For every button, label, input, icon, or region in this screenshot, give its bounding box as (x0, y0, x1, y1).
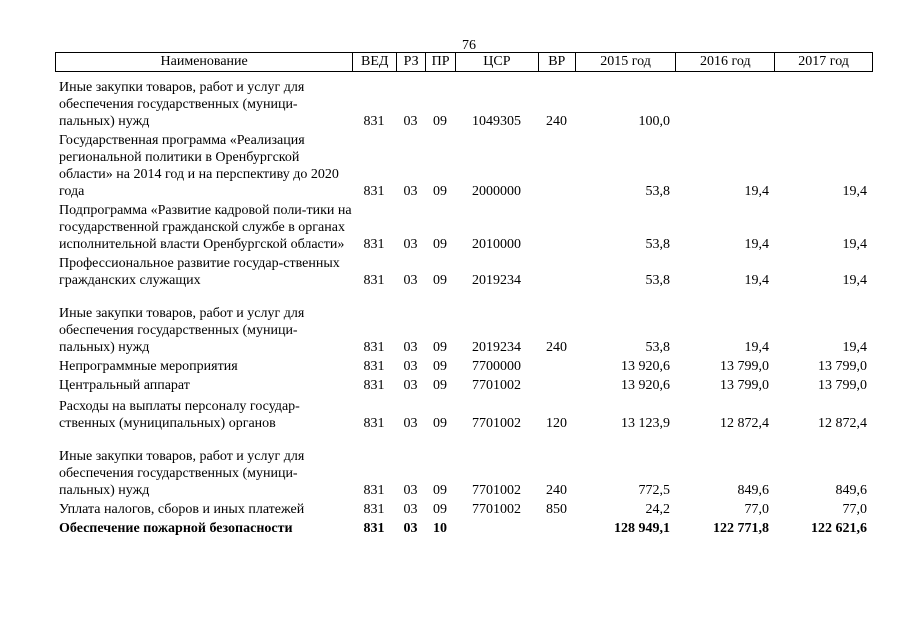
cell-rz: 03 (403, 237, 418, 252)
cell-pr: 09 (433, 184, 447, 199)
header-2016: 2016 год (675, 53, 774, 71)
cell-y2017: 12 872,4 (818, 416, 867, 431)
cell-y2016: 13 799,0 (720, 359, 769, 374)
table-row (55, 398, 873, 432)
header-2015: 2015 год (575, 53, 676, 71)
cell-ved: 831 (363, 273, 385, 288)
cell-ved: 831 (363, 378, 385, 393)
cell-pr: 09 (433, 416, 447, 431)
cell-y2017: 19,4 (842, 273, 867, 288)
cell-ved: 831 (363, 237, 385, 252)
cell-csr: 2000000 (472, 184, 521, 199)
header-csr: ЦСР (455, 53, 538, 71)
header-ved: ВЕД (352, 53, 396, 71)
table-row (55, 202, 873, 253)
cell-csr: 1049305 (472, 114, 521, 129)
cell-rz: 03 (403, 502, 418, 517)
cell-y2016: 19,4 (744, 237, 769, 252)
header-pr: ПР (425, 53, 455, 71)
cell-name: Иные закупки товаров, работ и услуг для обеспечения государственных (муници-пальных) нужд (59, 306, 305, 355)
cell-rz: 03 (403, 184, 418, 199)
cell-y2016: 849,6 (737, 483, 769, 498)
cell-csr: 7701002 (472, 416, 521, 431)
table-row (55, 501, 873, 518)
table-row (55, 520, 873, 537)
cell-y2016: 77,0 (744, 502, 769, 517)
cell-pr: 09 (433, 273, 447, 288)
cell-y2017: 849,6 (835, 483, 867, 498)
cell-vr: 240 (546, 483, 567, 498)
cell-pr: 09 (433, 502, 447, 517)
header-2017: 2017 год (774, 53, 872, 71)
cell-name: Подпрограмма «Развитие кадровой поли-тики на государственной гражданской службе в органах исполнительной власти Оренбургской области» (59, 203, 352, 252)
cell-y2016: 13 799,0 (720, 378, 769, 393)
cell-y2015: 13 123,9 (621, 416, 670, 431)
cell-rz: 03 (403, 416, 418, 431)
cell-name: Профессиональное развитие государ-ственных гражданских служащих (59, 256, 340, 288)
cell-ved: 831 (363, 416, 385, 431)
cell-pr: 09 (433, 378, 447, 393)
cell-rz: 03 (403, 273, 418, 288)
table-row (55, 448, 873, 499)
cell-csr: 7701002 (472, 483, 521, 498)
table-row (55, 255, 873, 289)
page-number: 76 (462, 38, 476, 53)
cell-y2017: 77,0 (842, 502, 867, 517)
cell-name: Непрограммные мероприятия (59, 359, 238, 374)
cell-csr: 2019234 (472, 273, 521, 288)
cell-y2015: 100,0 (638, 114, 670, 129)
cell-ved: 831 (363, 483, 385, 498)
cell-ved: 831 (363, 184, 385, 199)
cell-pr: 09 (433, 483, 447, 498)
cell-y2017: 122 621,6 (811, 521, 867, 536)
cell-y2015: 128 949,1 (614, 521, 670, 536)
cell-ved: 831 (363, 502, 385, 517)
cell-vr: 240 (546, 114, 567, 129)
cell-csr: 7701002 (472, 378, 521, 393)
cell-y2016: 19,4 (744, 273, 769, 288)
cell-vr: 850 (546, 502, 567, 517)
cell-name: Расходы на выплаты персоналу государ-ственных (муниципальных) органов (59, 399, 300, 431)
cell-pr: 10 (433, 521, 447, 536)
table-row (55, 132, 873, 200)
cell-csr: 2010000 (472, 237, 521, 252)
cell-pr: 09 (433, 237, 447, 252)
cell-y2015: 53,8 (645, 184, 670, 199)
cell-y2016: 122 771,8 (713, 521, 769, 536)
cell-name: Обеспечение пожарной безопасности (59, 521, 293, 536)
cell-ved: 831 (363, 114, 385, 129)
cell-y2017: 13 799,0 (818, 378, 867, 393)
table-row (55, 305, 873, 356)
table-body (55, 79, 873, 537)
header-name: Наименование (160, 54, 248, 69)
table-row (55, 377, 873, 394)
cell-pr: 09 (433, 359, 447, 374)
cell-rz: 03 (403, 114, 418, 129)
header-vr: ВР (538, 53, 575, 71)
cell-y2017: 19,4 (842, 237, 867, 252)
cell-rz: 03 (403, 483, 418, 498)
cell-y2015: 53,8 (645, 340, 670, 355)
cell-ved: 831 (363, 521, 385, 536)
cell-ved: 831 (363, 340, 385, 355)
cell-y2016: 12 872,4 (720, 416, 769, 431)
cell-y2016: 19,4 (744, 340, 769, 355)
cell-rz: 03 (403, 340, 418, 355)
cell-y2017: 13 799,0 (818, 359, 867, 374)
cell-name: Центральный аппарат (59, 378, 190, 393)
table-row (55, 79, 873, 130)
cell-csr: 7700000 (472, 359, 521, 374)
cell-vr: 120 (546, 416, 567, 431)
cell-y2015: 13 920,6 (621, 378, 670, 393)
cell-vr: 240 (546, 340, 567, 355)
table-header (55, 52, 873, 72)
cell-y2015: 13 920,6 (621, 359, 670, 374)
cell-name: Уплата налогов, сборов и иных платежей (59, 502, 305, 517)
cell-rz: 03 (403, 521, 418, 536)
cell-name: Государственная программа «Реализация региональной политики в Оренбургской области» на 2014 год и на перспективу до 2020 года (59, 133, 339, 199)
table-row (55, 358, 873, 375)
cell-ved: 831 (363, 359, 385, 374)
cell-y2015: 24,2 (645, 502, 670, 517)
cell-y2015: 772,5 (638, 483, 670, 498)
cell-y2017: 19,4 (842, 340, 867, 355)
cell-y2016: 19,4 (744, 184, 769, 199)
cell-y2015: 53,8 (645, 237, 670, 252)
cell-name: Иные закупки товаров, работ и услуг для обеспечения государственных (муници-пальных) нужд (59, 80, 305, 129)
cell-name: Иные закупки товаров, работ и услуг для обеспечения государственных (муници-пальных) нужд (59, 449, 305, 498)
cell-y2017: 19,4 (842, 184, 867, 199)
header-rz: РЗ (396, 53, 425, 71)
cell-csr: 2019234 (472, 340, 521, 355)
cell-rz: 03 (403, 359, 418, 374)
cell-csr: 7701002 (472, 502, 521, 517)
cell-rz: 03 (403, 378, 418, 393)
cell-pr: 09 (433, 340, 447, 355)
cell-pr: 09 (433, 114, 447, 129)
cell-y2015: 53,8 (645, 273, 670, 288)
